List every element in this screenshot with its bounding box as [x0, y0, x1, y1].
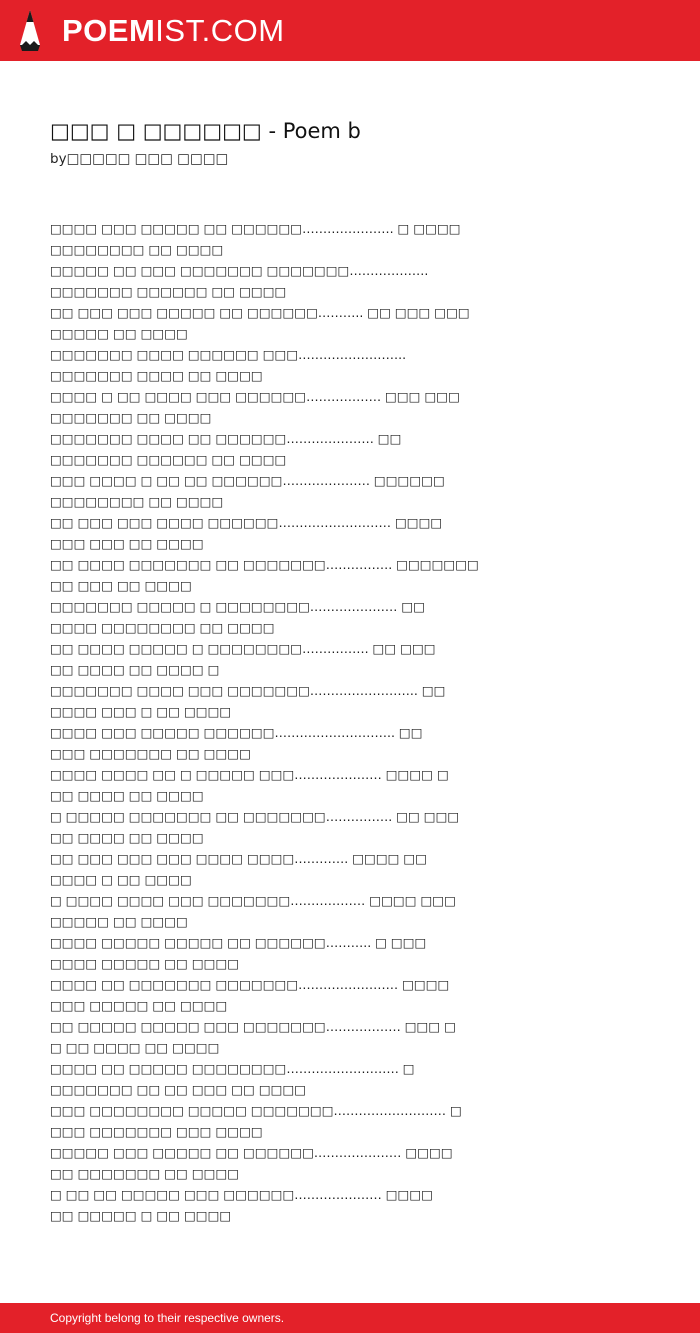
poem-line: □□ □□□□ □□□□□ □ □□□□□□□□……………. □□ □□□	[50, 641, 436, 656]
poem-line: □□□□ □□□□ □□ □ □□□□□ □□□………………… □□□□ □	[50, 767, 449, 782]
poem-byline	[50, 148, 228, 170]
poem-line: □□ □□□ □□□ □□□ □□□□ □□□□…………. □□□□ □□	[50, 851, 428, 866]
poem-line: □□□□□□□ □□□□ □□ □□□□	[50, 368, 263, 383]
poem-line: □ □□□□ □□□□ □□□ □□□□□□□……………… □□□□ □□□	[50, 893, 456, 908]
poem-line: □□□□□□□ □□ □□□□	[50, 410, 212, 425]
poem-line: □□□□ □□□□□□□□ □□ □□□□	[50, 620, 275, 635]
poem-line: □□ □□□□ □□ □□□□	[50, 788, 204, 803]
poem-line: □□ □□□□□□□ □□ □□□□	[50, 1166, 240, 1181]
poem-line: □□□ □□□□□□□ □□ □□□□	[50, 746, 251, 761]
poem-line: □□□□ □□□□□ □□□□□ □□ □□□□□□……….. □ □□□	[50, 935, 427, 950]
poem-line: □ □□ □□ □□□□□ □□□ □□□□□□………………… □□□□	[50, 1187, 433, 1202]
poem-line: □□ □□□□□ □□□□□ □□□ □□□□□□□……………… □□□ □	[50, 1019, 456, 1034]
poem-line: □□□□□□□ □□□□ □□□□□□ □□□……………………..	[50, 347, 407, 362]
poem-line: □ □□□□□ □□□□□□□ □□ □□□□□□□……………. □□ □□□	[50, 809, 460, 824]
poem-line: □□□□ □□□ □□□□□ □□ □□□□□□…………………. □ □□□□	[50, 221, 461, 236]
poem-title: □□□ □ □□□□□□ - Poem b	[50, 119, 361, 143]
poem-line: □□□□ □ □□ □□□□	[50, 872, 192, 887]
poem-line: □□□□□ □□ □□□□	[50, 914, 188, 929]
site-header	[0, 0, 700, 61]
poem-line: □□ □□□ □□□ □□□□□ □□ □□□□□□……….. □□ □□□ □□□	[50, 305, 470, 320]
poem-line: □□□ □□□ □□ □□□□	[50, 536, 204, 551]
poem-line: □□□□□□□ □□□□□□ □□ □□□□	[50, 452, 287, 467]
poem-line: □□□□ □□ □□□□□ □□□□□□□□……………………… □	[50, 1061, 415, 1076]
copyright-text: Copyright belong to their respective owners.	[50, 1311, 285, 1325]
poem-line: □□□□□□□ □□ □□ □□□ □□ □□□□	[50, 1082, 307, 1097]
poem-author: □□□□□ □□□ □□□□	[66, 151, 229, 167]
site-logo-text	[62, 9, 285, 53]
logo-bold-text: POEM	[62, 13, 156, 48]
poem-line: □□□ □□□□□□□□ □□□□□ □□□□□□□……………………… □	[50, 1103, 462, 1118]
poem-line: □□□□□□□ □□□□ □□ □□□□□□………………… □□	[50, 431, 402, 446]
logo-link[interactable]	[0, 0, 285, 61]
site-footer	[0, 1303, 700, 1333]
poem-line: □□ □□□□ □□ □□□□ □	[50, 662, 220, 677]
poem-body	[50, 218, 479, 1226]
poem-line: □□□□ □ □□ □□□□ □□□ □□□□□□……………… □□□ □□□	[50, 389, 460, 404]
poem-line: □□□□□□□□ □□ □□□□	[50, 242, 224, 257]
poem-line: □ □□ □□□□ □□ □□□□	[50, 1040, 220, 1055]
poem-line: □□□□□□□ □□□□ □□□ □□□□□□□…………………….. □□	[50, 683, 446, 698]
poem-line: □□□□□ □□ □□□ □□□□□□□ □□□□□□□……………….	[50, 263, 429, 278]
poem-line: □□ □□□ □□□ □□□□ □□□□□□……………………… □□□□	[50, 515, 443, 530]
pencil-tip-icon	[18, 9, 42, 52]
poem-line: □□□□ □□□ □ □□ □□□□	[50, 704, 232, 719]
poem-line: □□□□ □□□□□ □□ □□□□	[50, 956, 240, 971]
byline-prefix: by	[50, 151, 67, 167]
poem-line: □□□ □□□□□ □□ □□□□	[50, 998, 228, 1013]
poem-line: □□□□□ □□□ □□□□□ □□ □□□□□□………………… □□□□	[50, 1145, 453, 1160]
poem-line: □□ □□□□ □□□□□□□ □□ □□□□□□□……………. □□□□□□□	[50, 557, 479, 572]
poem-line: □□ □□□□ □□ □□□□	[50, 830, 204, 845]
logo-light-text: IST.COM	[155, 13, 285, 48]
poem-line: □□□□□ □□ □□□□	[50, 326, 188, 341]
poem-line: □□□□ □□□ □□□□□ □□□□□□……………………….. □□	[50, 725, 423, 740]
poem-line: □□□ □□□□ □ □□ □□ □□□□□□………………… □□□□□□	[50, 473, 445, 488]
poem-line: □□□ □□□□□□□ □□□ □□□□	[50, 1124, 263, 1139]
poem-line: □□ □□□ □□ □□□□	[50, 578, 192, 593]
poem-line: □□□□□□□ □□□□□□ □□ □□□□	[50, 284, 287, 299]
poem-line: □□ □□□□□ □ □□ □□□□	[50, 1208, 232, 1223]
poem-line: □□□□□□□ □□□□□ □ □□□□□□□□………………… □□	[50, 599, 426, 614]
poem-line: □□□□ □□ □□□□□□□ □□□□□□□…………………… □□□□	[50, 977, 450, 992]
poem-line: □□□□□□□□ □□ □□□□	[50, 494, 224, 509]
